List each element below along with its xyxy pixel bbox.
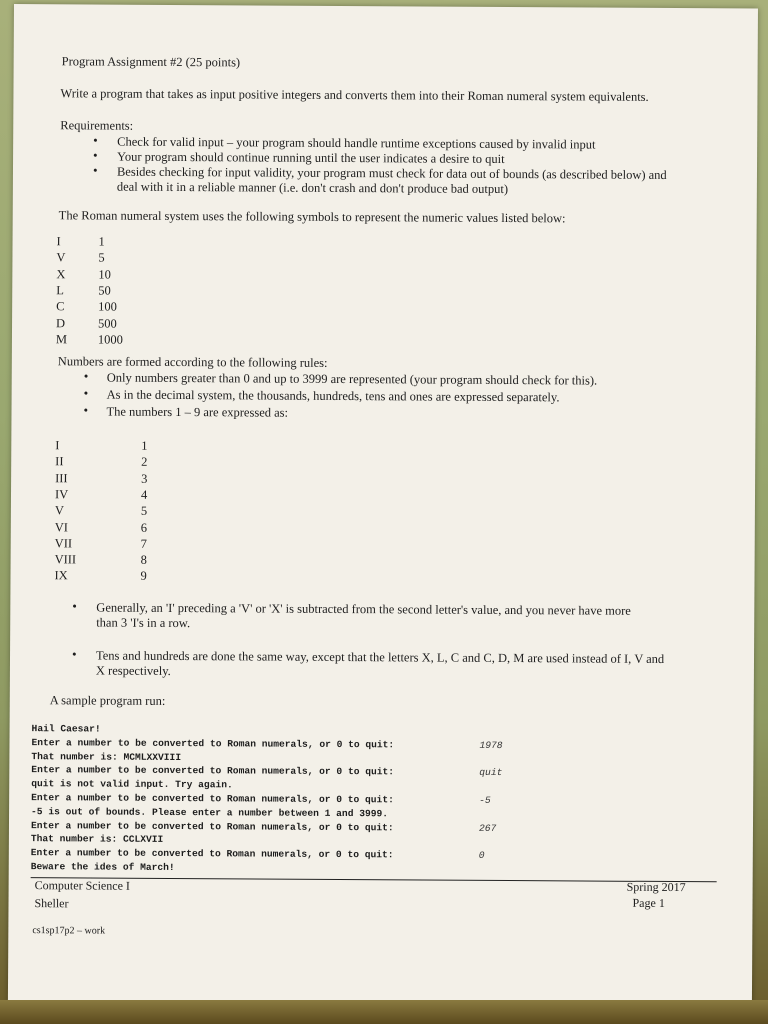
requirement-item: Check for valid input – your program should handle runtime exceptions caused by invalid input <box>117 134 596 152</box>
footer-term: Spring 2017 <box>626 879 686 895</box>
roman-symbol: I <box>56 234 61 249</box>
roman-value: 5 <box>98 250 105 265</box>
footer-filename: cs1sp17p2 – work <box>32 925 106 937</box>
footer-page: Page 1 <box>632 895 665 910</box>
requirement-item: Your program should continue running until the user indicates a desire to quit <box>117 149 505 166</box>
note-tens-hundreds: Tens and hundreds are done the same way, except that the letters X, L, C and C, D, M are used instead of I, V and <box>95 648 665 666</box>
footer-instructor: Sheller <box>34 896 69 911</box>
ones-value: 1 <box>141 438 148 453</box>
ones-value: 3 <box>141 471 148 486</box>
rule-item: As in the decimal system, the thousands, hundreds, tens and ones are expressed separately. <box>106 387 560 405</box>
rule-item: The numbers 1 – 9 are expressed as: <box>106 404 289 420</box>
ones-symbol: VI <box>54 519 69 534</box>
ones-symbol: I <box>55 438 60 453</box>
rule-item: Only numbers greater than 0 and up to 3999 are represented (your program should check for this). <box>106 370 598 388</box>
bullet: • <box>72 598 77 614</box>
ones-symbol: III <box>55 470 68 485</box>
console-line: Beware the ides of March! <box>30 861 175 873</box>
ones-value: 2 <box>141 455 148 470</box>
console-user-input: 0 <box>478 850 485 862</box>
ones-symbol: II <box>55 454 64 469</box>
roman-symbol: V <box>56 250 66 265</box>
bullet: • <box>83 385 89 401</box>
roman-value: 500 <box>98 316 117 331</box>
ones-value: 5 <box>140 503 148 519</box>
console-user-input: 1978 <box>479 739 503 751</box>
footer-divider <box>31 877 717 882</box>
bullet: • <box>83 402 89 418</box>
ones-value: 7 <box>140 536 147 551</box>
sample-run <box>14 4 758 9</box>
requirement-item: Besides checking for input validity, your program must check for data out of bounds (as described below) and <box>116 164 667 182</box>
console-line: Hail Caesar! <box>31 723 101 735</box>
console-line: That number is: MCMLXXVIII <box>31 750 182 763</box>
bullet: • <box>92 162 98 178</box>
roman-value: 50 <box>98 283 111 298</box>
ones-value: 9 <box>140 569 147 584</box>
console-user-input: quit <box>479 767 503 779</box>
roman-value: 100 <box>98 299 117 314</box>
console-line: -5 is out of bounds. Please enter a number between 1 and 3999. <box>31 805 389 820</box>
console-line: That number is: CCLXVII <box>30 833 164 846</box>
roman-value: 1 <box>98 234 105 249</box>
roman-value: 10 <box>98 267 111 282</box>
ones-symbol: VIII <box>54 552 77 567</box>
bullet: • <box>93 147 98 163</box>
console-line: Enter a number to be converted to Roman numerals, or 0 to quit: <box>31 736 395 751</box>
bullet: • <box>71 646 77 662</box>
console-user-input: 267 <box>478 822 497 834</box>
roman-symbol: C <box>56 299 65 314</box>
ones-symbol: VII <box>54 536 73 551</box>
roman-symbol: D <box>56 315 66 330</box>
console-line: quit is not valid input. Try again. <box>31 778 233 791</box>
footer-course: Computer Science I <box>34 878 130 893</box>
bullet: • <box>93 132 98 148</box>
ones-value: 6 <box>140 520 148 535</box>
ones-value: 4 <box>140 487 148 502</box>
note-subtraction: Generally, an 'I' preceding a 'V' or 'X' is subtracted from the second letter's value, and you never have more <box>96 600 631 618</box>
ones-symbol: IV <box>54 487 69 502</box>
console-user-input: -5 <box>479 794 491 806</box>
console-line: Enter a number to be converted to Roman numerals, or 0 to quit: <box>30 819 394 833</box>
ones-symbol: IX <box>54 568 68 583</box>
assignment-title: Program Assignment #2 (25 points) <box>61 54 241 70</box>
bullet: • <box>83 368 89 384</box>
document-page <box>8 4 758 1009</box>
symbols-intro: The Roman numeral system uses the following symbols to represent the numeric values listed below: <box>58 208 566 226</box>
requirement-item: deal with it in a reliable manner (i.e. don't crash and don't produce bad output) <box>116 179 509 197</box>
symbols-table <box>14 4 758 9</box>
requirements-heading: Requirements: <box>60 118 134 133</box>
table-surface <box>0 1000 768 1024</box>
ones-table <box>14 4 758 9</box>
console-line: Enter a number to be converted to Roman numerals, or 0 to quit: <box>31 792 394 806</box>
intro-text: Write a program that takes as input positive integers and converts them into their Roman numeral system equivalents. <box>60 86 649 104</box>
console-line: Enter a number to be converted to Roman numerals, or 0 to quit: <box>31 764 395 778</box>
roman-symbol: M <box>55 332 68 347</box>
note-subtraction-cont: than 3 'I's in a row. <box>96 615 191 631</box>
ones-value: 8 <box>140 552 147 567</box>
rules-intro: Numbers are formed according to the following rules: <box>57 354 328 370</box>
note-tens-hundreds-cont: X respectively. <box>95 663 171 678</box>
ones-symbol: V <box>54 503 64 518</box>
roman-value: 1000 <box>97 332 123 347</box>
roman-symbol: X <box>56 266 66 281</box>
sample-heading: A sample program run: <box>49 693 166 708</box>
roman-symbol: L <box>56 283 64 298</box>
console-line: Enter a number to be converted to Roman numerals, or 0 to quit: <box>30 847 394 861</box>
